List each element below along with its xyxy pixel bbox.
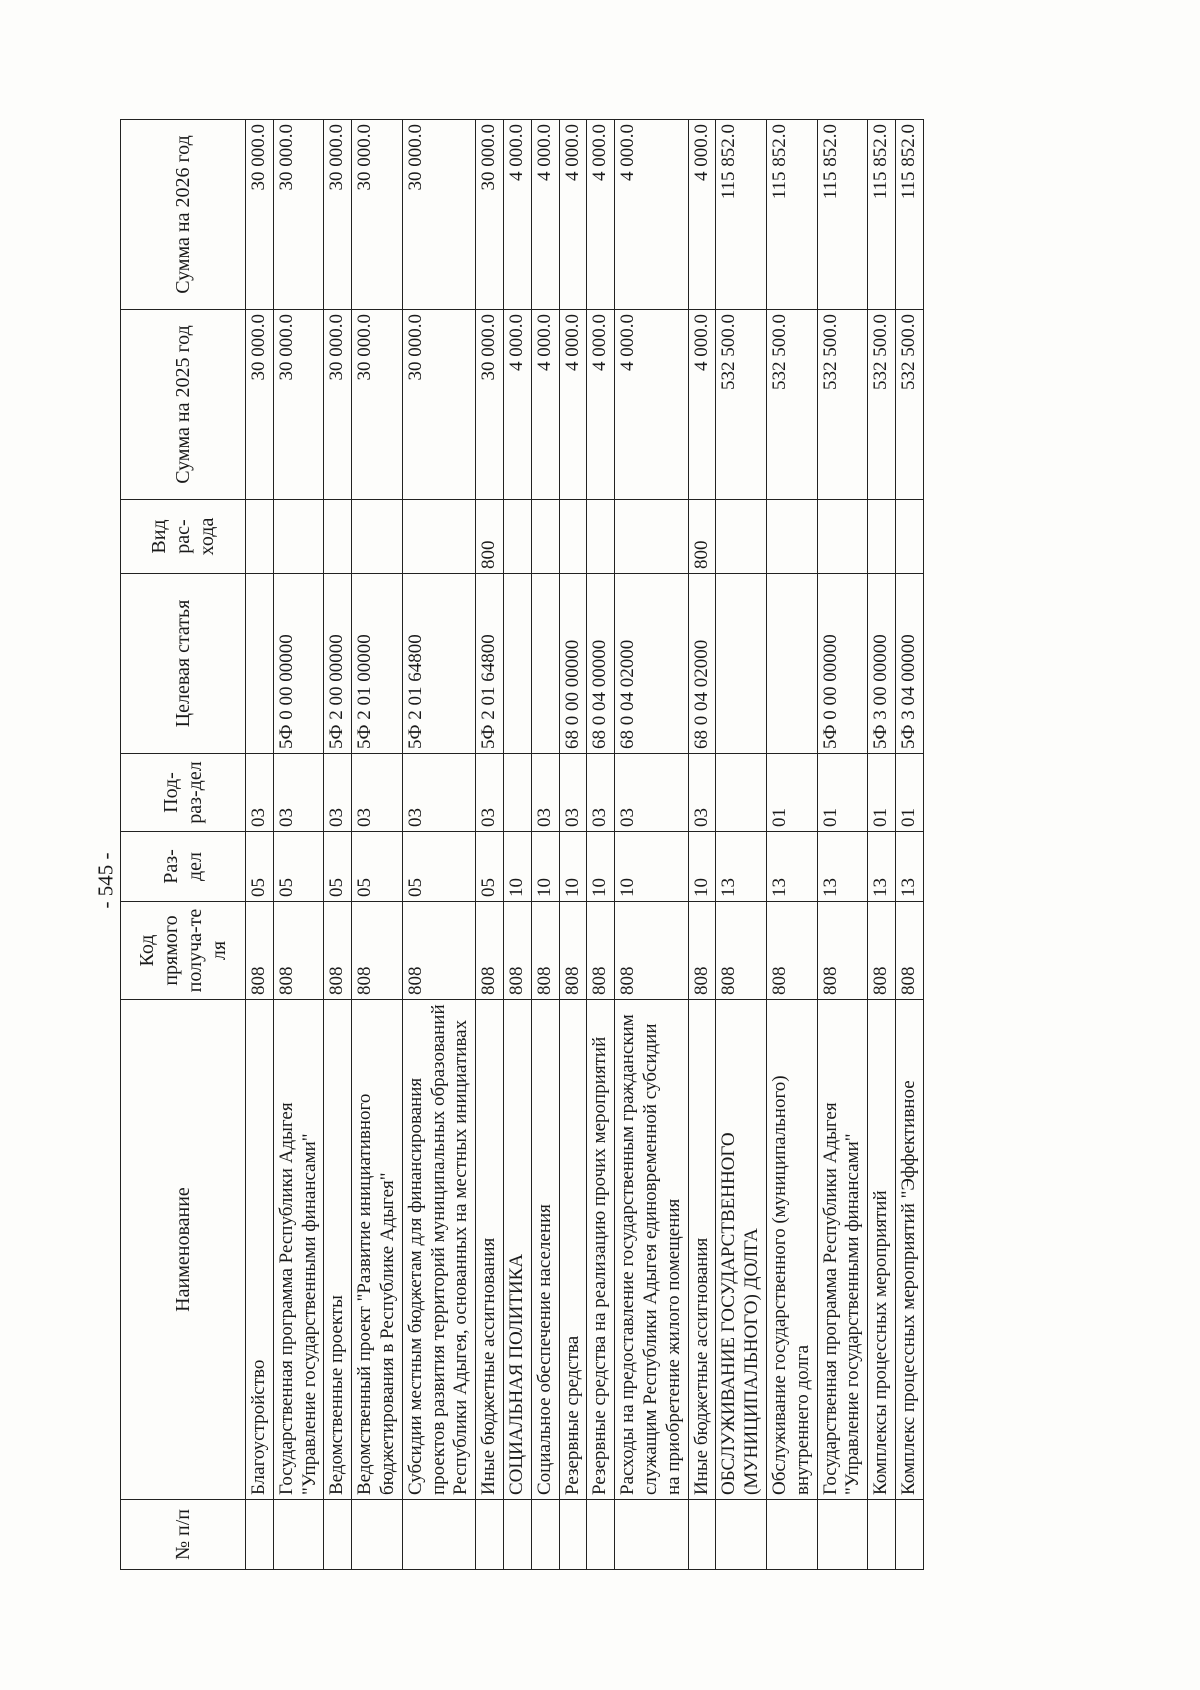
cell-sum2026: 4 000.0 — [503, 120, 531, 310]
table-row — [402, 120, 475, 1570]
table-row — [476, 120, 504, 1570]
cell-num — [766, 1500, 817, 1570]
col-header-subsection: Под-раз-дел — [121, 754, 246, 832]
page-number: - 545 - — [93, 852, 118, 909]
cell-section: 10 — [531, 832, 559, 902]
cell-num — [587, 1500, 615, 1570]
col-header-target: Целевая статья — [121, 574, 246, 754]
table-row — [531, 120, 559, 1570]
cell-name: Благоустройство — [246, 1000, 274, 1500]
cell-section: 05 — [352, 832, 403, 902]
cell-num — [273, 1500, 324, 1570]
cell-sum2025: 532 500.0 — [716, 310, 767, 500]
cell-num — [503, 1500, 531, 1570]
cell-recipient: 808 — [503, 902, 531, 1000]
cell-subsection: 01 — [766, 754, 817, 832]
cell-section: 05 — [246, 832, 274, 902]
cell-sum2026: 30 000.0 — [246, 120, 274, 310]
cell-exp-type — [246, 500, 274, 574]
cell-subsection — [503, 754, 531, 832]
cell-target — [246, 574, 274, 754]
col-header-recipient: Код прямого получа-те ля — [121, 902, 246, 1000]
cell-sum2025: 532 500.0 — [766, 310, 817, 500]
cell-sum2025: 532 500.0 — [868, 310, 896, 500]
rotated-page — [120, 120, 1055, 1570]
cell-section: 10 — [503, 832, 531, 902]
cell-sum2025: 4 000.0 — [688, 310, 716, 500]
cell-name: Резервные средства на реализацию прочих мероприятий — [587, 1000, 615, 1500]
cell-name: Государственная программа Республики Адыгея "Управление государственными финансами" — [817, 1000, 868, 1500]
cell-recipient: 808 — [324, 902, 352, 1000]
cell-recipient: 808 — [531, 902, 559, 1000]
cell-recipient: 808 — [615, 902, 688, 1000]
table-row — [352, 120, 403, 1570]
cell-section: 10 — [587, 832, 615, 902]
cell-exp-type: 800 — [688, 500, 716, 574]
cell-sum2026: 115 852.0 — [868, 120, 896, 310]
table-row — [587, 120, 615, 1570]
cell-num — [895, 1500, 923, 1570]
cell-sum2025: 532 500.0 — [817, 310, 868, 500]
table-row — [868, 120, 896, 1570]
cell-subsection: 03 — [476, 754, 504, 832]
cell-sum2025: 4 000.0 — [615, 310, 688, 500]
cell-sum2025: 30 000.0 — [352, 310, 403, 500]
cell-sum2026: 30 000.0 — [476, 120, 504, 310]
cell-subsection — [716, 754, 767, 832]
cell-subsection: 03 — [531, 754, 559, 832]
cell-name: Расходы на предоставление государственным гражданским служащим Республики Адыгея единовременной субсидии на приобретение жилого помещения — [615, 1000, 688, 1500]
cell-recipient: 808 — [587, 902, 615, 1000]
cell-sum2026: 4 000.0 — [688, 120, 716, 310]
cell-sum2026: 4 000.0 — [615, 120, 688, 310]
cell-section: 13 — [766, 832, 817, 902]
cell-target: 5Ф 2 01 64800 — [402, 574, 475, 754]
cell-name: Иные бюджетные ассигнования — [476, 1000, 504, 1500]
cell-name: Государственная программа Республики Адыгея "Управление государственными финансами" — [273, 1000, 324, 1500]
cell-sum2025: 30 000.0 — [402, 310, 475, 500]
cell-sum2025: 30 000.0 — [324, 310, 352, 500]
cell-name: ОБСЛУЖИВАНИЕ ГОСУДАРСТВЕННОГО (МУНИЦИПАЛЬНОГО) ДОЛГА — [716, 1000, 767, 1500]
cell-subsection: 01 — [868, 754, 896, 832]
cell-sum2025: 532 500.0 — [895, 310, 923, 500]
table-row — [503, 120, 531, 1570]
cell-exp-type — [895, 500, 923, 574]
cell-name: Социальное обеспечение населения — [531, 1000, 559, 1500]
cell-num — [559, 1500, 587, 1570]
cell-sum2025: 4 000.0 — [531, 310, 559, 500]
cell-num — [716, 1500, 767, 1570]
table-row — [817, 120, 868, 1570]
cell-sum2026: 30 000.0 — [402, 120, 475, 310]
cell-section: 13 — [817, 832, 868, 902]
cell-name: Субсидии местным бюджетам для финансирования проектов развития территорий муниципальных образований Республики Адыгея, основанных на местных инициативах — [402, 1000, 475, 1500]
table-row — [559, 120, 587, 1570]
cell-recipient: 808 — [817, 902, 868, 1000]
cell-recipient: 808 — [766, 902, 817, 1000]
cell-recipient: 808 — [868, 902, 896, 1000]
cell-target: 68 0 00 00000 — [559, 574, 587, 754]
cell-section: 05 — [476, 832, 504, 902]
cell-target: 68 0 04 02000 — [615, 574, 688, 754]
cell-exp-type — [402, 500, 475, 574]
cell-target: 5Ф 0 00 00000 — [273, 574, 324, 754]
cell-exp-type — [324, 500, 352, 574]
cell-name: СОЦИАЛЬНАЯ ПОЛИТИКА — [503, 1000, 531, 1500]
cell-section: 13 — [716, 832, 767, 902]
cell-num — [531, 1500, 559, 1570]
col-header-section: Раз-дел — [121, 832, 246, 902]
cell-recipient: 808 — [716, 902, 767, 1000]
cell-num — [324, 1500, 352, 1570]
cell-name: Ведомственные проекты — [324, 1000, 352, 1500]
table-row — [273, 120, 324, 1570]
cell-exp-type — [615, 500, 688, 574]
cell-recipient: 808 — [273, 902, 324, 1000]
cell-num — [246, 1500, 274, 1570]
cell-subsection: 03 — [246, 754, 274, 832]
cell-target — [531, 574, 559, 754]
table-row — [716, 120, 767, 1570]
cell-target — [766, 574, 817, 754]
cell-subsection: 03 — [402, 754, 475, 832]
cell-section: 13 — [868, 832, 896, 902]
cell-subsection: 03 — [324, 754, 352, 832]
cell-exp-type — [352, 500, 403, 574]
cell-section: 10 — [688, 832, 716, 902]
cell-subsection: 03 — [352, 754, 403, 832]
table-row — [615, 120, 688, 1570]
cell-target: 68 0 04 02000 — [688, 574, 716, 754]
cell-subsection: 03 — [559, 754, 587, 832]
cell-sum2026: 4 000.0 — [559, 120, 587, 310]
cell-sum2026: 30 000.0 — [352, 120, 403, 310]
cell-exp-type — [716, 500, 767, 574]
col-header-sum-2026: Сумма на 2026 год — [121, 120, 246, 310]
cell-recipient: 808 — [402, 902, 475, 1000]
cell-exp-type — [587, 500, 615, 574]
cell-exp-type — [531, 500, 559, 574]
header-row — [121, 120, 246, 1570]
cell-section: 05 — [324, 832, 352, 902]
cell-num — [817, 1500, 868, 1570]
cell-recipient: 808 — [688, 902, 716, 1000]
cell-sum2026: 4 000.0 — [531, 120, 559, 310]
cell-exp-type — [273, 500, 324, 574]
cell-sum2025: 4 000.0 — [503, 310, 531, 500]
col-header-exp-type: Вид рас-хода — [121, 500, 246, 574]
cell-name: Обслуживание государственного (муниципального) внутреннего долга — [766, 1000, 817, 1500]
cell-sum2025: 30 000.0 — [476, 310, 504, 500]
table-row — [246, 120, 274, 1570]
cell-subsection: 03 — [615, 754, 688, 832]
cell-sum2025: 30 000.0 — [273, 310, 324, 500]
cell-section: 13 — [895, 832, 923, 902]
cell-num — [868, 1500, 896, 1570]
cell-exp-type — [503, 500, 531, 574]
table-row — [766, 120, 817, 1570]
cell-exp-type — [817, 500, 868, 574]
table-row — [324, 120, 352, 1570]
cell-target: 5Ф 2 01 64800 — [476, 574, 504, 754]
cell-target: 5Ф 0 00 00000 — [817, 574, 868, 754]
cell-subsection: 03 — [587, 754, 615, 832]
cell-target: 5Ф 3 00 00000 — [868, 574, 896, 754]
cell-name: Комплекс процессных мероприятий "Эффективное — [895, 1000, 923, 1500]
cell-target: 68 0 04 00000 — [587, 574, 615, 754]
budget-table — [120, 119, 924, 1570]
cell-num — [688, 1500, 716, 1570]
cell-target — [716, 574, 767, 754]
cell-sum2026: 115 852.0 — [716, 120, 767, 310]
table-row — [688, 120, 716, 1570]
cell-sum2025: 4 000.0 — [559, 310, 587, 500]
cell-exp-type — [559, 500, 587, 574]
cell-recipient: 808 — [476, 902, 504, 1000]
cell-sum2025: 30 000.0 — [246, 310, 274, 500]
col-header-num: № п/п — [121, 1500, 246, 1570]
cell-num — [402, 1500, 475, 1570]
cell-recipient: 808 — [246, 902, 274, 1000]
cell-sum2026: 115 852.0 — [766, 120, 817, 310]
cell-subsection: 03 — [688, 754, 716, 832]
cell-num — [615, 1500, 688, 1570]
cell-section: 05 — [402, 832, 475, 902]
cell-target: 5Ф 2 00 00000 — [324, 574, 352, 754]
cell-section: 10 — [615, 832, 688, 902]
cell-recipient: 808 — [559, 902, 587, 1000]
cell-target: 5Ф 2 01 00000 — [352, 574, 403, 754]
cell-sum2025: 4 000.0 — [587, 310, 615, 500]
cell-name: Иные бюджетные ассигнования — [688, 1000, 716, 1500]
cell-subsection: 01 — [895, 754, 923, 832]
col-header-name: Наименование — [121, 1000, 246, 1500]
col-header-sum-2025: Сумма на 2025 год — [121, 310, 246, 500]
cell-exp-type — [868, 500, 896, 574]
cell-recipient: 808 — [895, 902, 923, 1000]
cell-sum2026: 30 000.0 — [324, 120, 352, 310]
cell-exp-type — [766, 500, 817, 574]
cell-subsection: 01 — [817, 754, 868, 832]
cell-recipient: 808 — [352, 902, 403, 1000]
cell-target: 5Ф 3 04 00000 — [895, 574, 923, 754]
cell-num — [352, 1500, 403, 1570]
cell-subsection: 03 — [273, 754, 324, 832]
cell-exp-type: 800 — [476, 500, 504, 574]
cell-sum2026: 4 000.0 — [587, 120, 615, 310]
cell-section: 10 — [559, 832, 587, 902]
cell-sum2026: 115 852.0 — [895, 120, 923, 310]
cell-name: Резервные средства — [559, 1000, 587, 1500]
table-row — [895, 120, 923, 1570]
cell-name: Комплексы процессных мероприятий — [868, 1000, 896, 1500]
cell-num — [476, 1500, 504, 1570]
cell-sum2026: 115 852.0 — [817, 120, 868, 310]
cell-name: Ведомственный проект "Развитие инициативного бюджетирования в Республике Адыгея" — [352, 1000, 403, 1500]
cell-section: 05 — [273, 832, 324, 902]
cell-sum2026: 30 000.0 — [273, 120, 324, 310]
cell-target — [503, 574, 531, 754]
